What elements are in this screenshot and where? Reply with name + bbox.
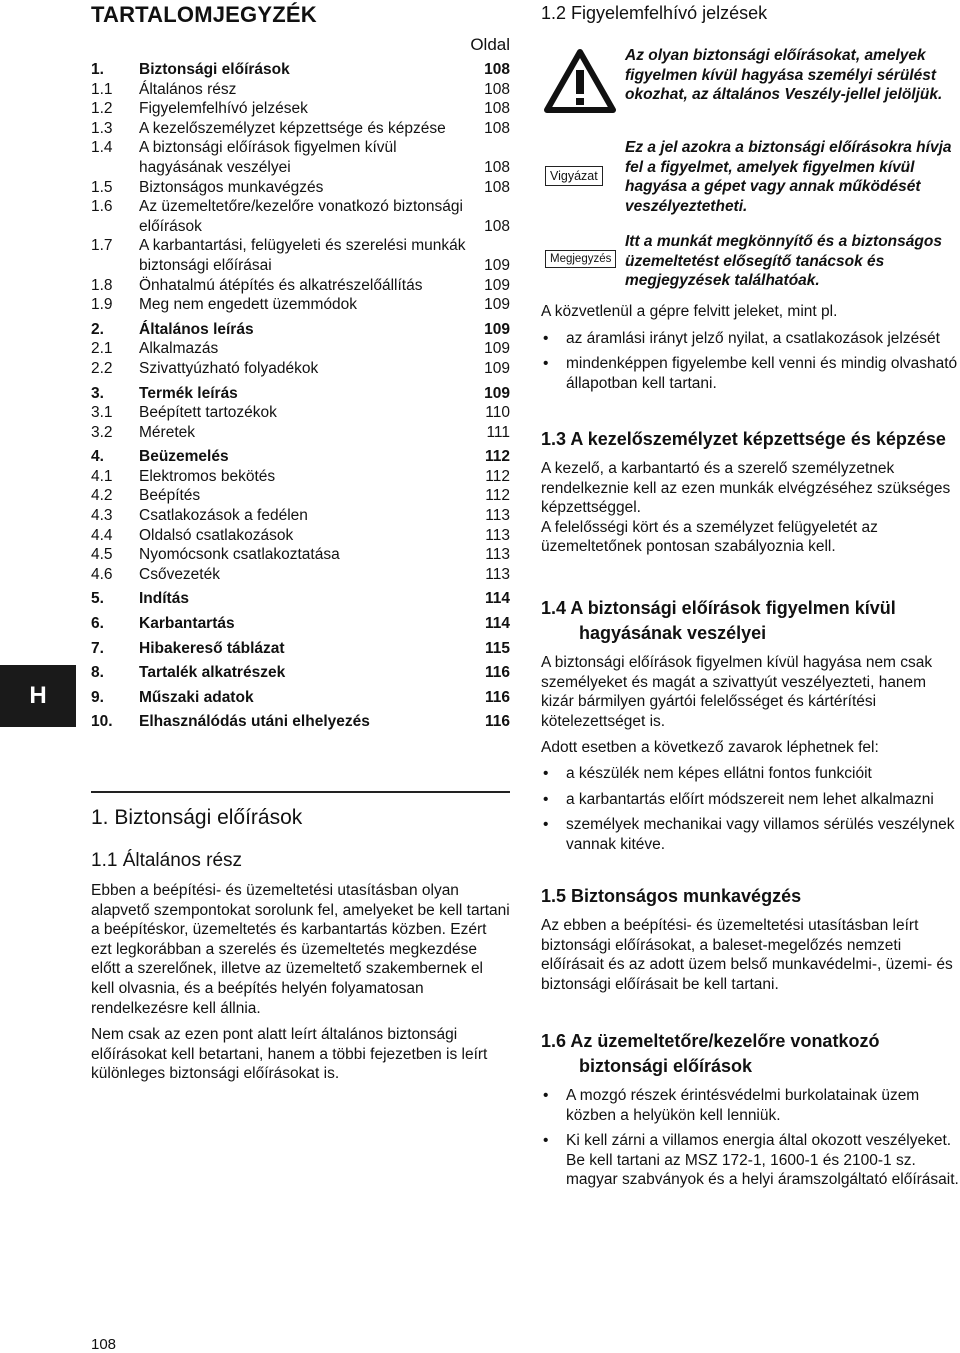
toc-entry-title: Beépített tartozékok bbox=[139, 404, 277, 422]
toc-entry-page: 108 bbox=[484, 119, 510, 137]
toc-entry bbox=[91, 712, 510, 732]
toc-entry-title: Meg nem engedett üzemmódok bbox=[139, 296, 357, 314]
toc-entry bbox=[91, 423, 510, 443]
toc-entry-title: Alkalmazás bbox=[139, 340, 219, 358]
paragraph: Adott esetben a következő zavarok léphetnek fel: bbox=[541, 739, 879, 757]
toc-entry-title: Méretek bbox=[139, 423, 195, 441]
toc-entry-number: 1. bbox=[91, 61, 104, 78]
section-1-4 bbox=[541, 596, 959, 860]
toc-entry bbox=[91, 138, 510, 177]
toc-entry-page: 109 bbox=[484, 320, 510, 338]
toc-entry-title: Oldalsó csatlakozások bbox=[139, 526, 294, 544]
toc-entry-number: 4.5 bbox=[91, 546, 113, 564]
toc-entry-title: Beépítés bbox=[139, 487, 201, 505]
toc-entry bbox=[91, 320, 510, 340]
list-item: • a karbantartás előírt módszereit nem lehet alkalmazni bbox=[541, 790, 959, 810]
page-number: 108 bbox=[91, 1336, 117, 1353]
toc-entry-page: 115 bbox=[484, 639, 510, 657]
caution-notice bbox=[541, 138, 959, 218]
toc-entry-number: 7. bbox=[91, 639, 104, 657]
toc-entry-number: 4.2 bbox=[91, 487, 113, 505]
toc-entry-number: 1.5 bbox=[91, 178, 113, 196]
toc-entry-page: 113 bbox=[485, 507, 510, 525]
toc-entry-number: 3.2 bbox=[91, 423, 113, 441]
toc-entry-page: 114 bbox=[484, 590, 510, 608]
paragraph: A közvetlenül a gépre felvitt jeleket, mint pl. bbox=[541, 303, 838, 320]
warning-triangle-icon bbox=[544, 48, 616, 114]
list-item: • mindenképpen figyelembe kell venni és mindig olvasható állapotban kell tartani. bbox=[541, 354, 959, 393]
section-1-2-body bbox=[541, 302, 959, 399]
toc-entry-number: 3. bbox=[91, 384, 104, 402]
toc-entry bbox=[91, 276, 510, 296]
section-1-6 bbox=[541, 1029, 959, 1196]
toc-entry bbox=[91, 295, 510, 315]
toc-entry-title: Önhatalmú átépítés és alkatrészelőállítás bbox=[139, 276, 423, 294]
toc-entry bbox=[91, 178, 510, 198]
toc-entry bbox=[91, 589, 510, 609]
paragraph: A kezelő, a karbantartó és a szerelő személyzetnek rendelkeznie kell az ezen munkák elvégzéséhez szükséges képzettséggel. bbox=[541, 460, 951, 517]
toc-entry bbox=[91, 526, 510, 546]
caution-label: Vigyázat bbox=[545, 166, 603, 186]
toc-entry bbox=[91, 384, 510, 404]
section-heading-1-6: 1.6 Az üzemeltetőre/kezelőre vonatkozó biztonsági előírások bbox=[541, 1031, 880, 1076]
toc-entry-page: 116 bbox=[484, 664, 510, 682]
toc-entry-number: 8. bbox=[91, 664, 104, 682]
toc-entry bbox=[91, 403, 510, 423]
toc-entry bbox=[91, 467, 510, 487]
toc-entry bbox=[91, 60, 510, 80]
note-label: Megjegyzés bbox=[545, 250, 616, 268]
toc-entry-page: 108 bbox=[484, 80, 510, 98]
toc-entry-page: 108 bbox=[484, 178, 510, 196]
toc-entry-title: Biztonságos munkavégzés bbox=[139, 178, 324, 196]
toc-entry-number: 4.3 bbox=[91, 507, 113, 525]
section-heading-1-4: 1.4 A biztonsági előírások figyelmen kívül hagyásának veszélyei bbox=[541, 598, 896, 643]
toc-entry-title: Figyelemfelhívó jelzések bbox=[139, 100, 308, 118]
toc-entry-number: 2.2 bbox=[91, 359, 113, 377]
toc-entry-number: 5. bbox=[91, 590, 104, 608]
toc-entry-page: 112 bbox=[485, 467, 510, 485]
section-heading-1-2: 1.2 Figyelemfelhívó jelzések bbox=[541, 3, 768, 23]
toc-entry-number: 9. bbox=[91, 688, 104, 706]
paragraph: Ebben a beépítési- és üzemeltetési utasításban olyan alapvető szempontokat sorolunk fel, amelyeket be kell tartani a beépítéskor, üzemeltetés és karbantartás közben. Ezért ezt legkorábban a szerelés és üzemeltetés megkezdése előtt a szerelőnek, illetve az üzemeltető szakembernek el kell olvasnia, és a beépítés helyén folyamatosan rendelkezésre kell állnia. bbox=[91, 882, 510, 1017]
toc-entry-number: 1.4 bbox=[91, 139, 113, 157]
toc-entry bbox=[91, 486, 510, 506]
bullet-list bbox=[541, 329, 959, 394]
toc-entry-title: A biztonsági előírások figyelmen kívül hagyásának veszélyei bbox=[139, 139, 397, 176]
toc-entry-page: 114 bbox=[484, 615, 510, 633]
toc-entry-number: 2. bbox=[91, 320, 104, 338]
toc-entry-title: Elhasználódás utáni elhelyezés bbox=[139, 713, 370, 731]
toc-entry-title: Tartalék alkatrészek bbox=[139, 664, 286, 682]
list-item: • az áramlási irányt jelző nyilat, a csatlakozások jelzését bbox=[541, 329, 959, 349]
toc-entry-title: A kezelőszemélyzet képzettsége és képzése bbox=[139, 119, 446, 137]
toc-entry-page: 113 bbox=[485, 546, 510, 564]
toc-entry bbox=[91, 663, 510, 683]
toc-entry-title: Az üzemeltetőre/kezelőre vonatkozó biztonsági előírások bbox=[139, 198, 463, 235]
section-heading-1: 1. Biztonsági előírások bbox=[91, 806, 303, 829]
toc-entry-number: 4.4 bbox=[91, 526, 113, 544]
toc-entry bbox=[91, 99, 510, 119]
list-item: • a készülék nem képes ellátni fontos funkcióit bbox=[541, 764, 959, 784]
section-heading-1-1: 1.1 Általános rész bbox=[91, 850, 243, 871]
toc-entry-title: Nyomócsonk csatlakoztatása bbox=[139, 546, 340, 564]
toc-entry-page: 109 bbox=[484, 276, 510, 294]
toc-entry-page: 113 bbox=[485, 565, 510, 583]
paragraph: A felelősségi kört és a személyzet felügyeletét az üzemeltetőnek pontosan szabályoznia kell. bbox=[541, 518, 878, 556]
toc-entry bbox=[91, 545, 510, 565]
toc-entry-page: 112 bbox=[484, 448, 510, 466]
list-item: • Ki kell zárni a villamos energia által okozott veszélyeket. Be kell tartani az MSZ 172-1, 1600-1 és 2100-1 sz. magyar szabványok és a helyi áramszolgáltató előírásait. bbox=[541, 1131, 959, 1190]
toc-entry-page: 111 bbox=[486, 423, 510, 441]
bullet-list bbox=[541, 764, 959, 854]
toc-entry-page: 108 bbox=[484, 217, 510, 235]
toc-entry-title: Csővezeték bbox=[139, 565, 220, 583]
toc-entry-title: Indítás bbox=[139, 590, 189, 608]
toc-entry-page: 116 bbox=[484, 688, 510, 706]
paragraph: A biztonsági előírások figyelmen kívül hagyása nem csak személyeket és magát a szivattyút veszélyezteti, hanem kizár bármilyen gyártói felelősséget és kártérítési kötelezettséget is. bbox=[541, 654, 933, 730]
toc-entry-page: 116 bbox=[484, 713, 510, 731]
paragraph: Az ebben a beépítési- és üzemeltetési utasításban leírt biztonsági előírásokat, a baleset-megelőzés nemzeti előírásait és az adott üzem belső munkavédelmi-, üzemi- és biztonsági előírásait be kell tartani. bbox=[541, 917, 953, 993]
toc-entry-number: 4. bbox=[91, 448, 104, 466]
toc-entry-number: 1.7 bbox=[91, 237, 113, 255]
section-1-3 bbox=[541, 427, 959, 564]
toc-entry bbox=[91, 359, 510, 379]
toc-entry-page: 108 bbox=[484, 61, 510, 78]
danger-notice bbox=[541, 46, 959, 126]
toc-entry-number: 4.1 bbox=[91, 467, 113, 485]
toc-entry bbox=[91, 639, 510, 659]
toc-entry-title: Szivattyúzható folyadékok bbox=[139, 359, 319, 377]
toc-entry-title: Beüzemelés bbox=[139, 448, 229, 466]
toc-entry-title: Termék leírás bbox=[139, 384, 238, 402]
toc-entry-page: 108 bbox=[484, 100, 510, 118]
list-item: • személyek mechanikai vagy villamos sérülés veszélynek vannak kitéve. bbox=[541, 815, 959, 854]
paragraph: Nem csak az ezen pont alatt leírt általános biztonsági előírásokat kell betartani, hanem a többi fejezetben is leírt különleges biztonsági előírásokat is. bbox=[91, 1026, 488, 1083]
toc-entry-page: 109 bbox=[484, 296, 510, 314]
section-1-1-body bbox=[91, 881, 510, 1091]
toc-entry bbox=[91, 80, 510, 100]
toc-entry-number: 10. bbox=[91, 713, 113, 731]
toc-entry bbox=[91, 447, 510, 467]
toc-entry bbox=[91, 688, 510, 708]
toc-entry-page: 109 bbox=[484, 256, 510, 274]
toc-entry bbox=[91, 339, 510, 359]
toc-entry-title: A karbantartási, felügyeleti és szerelési munkák biztonsági előírásai bbox=[139, 237, 466, 274]
toc-entry-number: 1.1 bbox=[91, 80, 113, 98]
toc-entry-number: 4.6 bbox=[91, 565, 113, 583]
toc-entry-title: Elektromos bekötés bbox=[139, 467, 276, 485]
caution-text: Ez a jel azokra a biztonsági előírásokra hívja fel a figyelmet, amelyek figyelmen kívül hagyása a gépet vagy annak működését veszélyeztetheti. bbox=[625, 139, 952, 215]
section-1-5 bbox=[541, 884, 959, 1001]
toc-entry-title: Műszaki adatok bbox=[139, 688, 254, 706]
toc-entry bbox=[91, 119, 510, 139]
danger-text: Az olyan biztonsági előírásokat, amelyek figyelmen kívül hagyása személyi sérülést okozhat, az általános Veszély-jellel jelöljük. bbox=[625, 47, 943, 104]
toc-entry-title: Csatlakozások a fedélen bbox=[139, 507, 308, 525]
toc-entry-title: Karbantartás bbox=[139, 615, 235, 633]
toc-entry-number: 1.3 bbox=[91, 119, 113, 137]
toc-entry-page: 110 bbox=[485, 404, 510, 422]
toc-list bbox=[91, 60, 510, 732]
toc-entry bbox=[91, 614, 510, 634]
toc-entry-page: 108 bbox=[484, 158, 510, 176]
toc-page-header: Oldal bbox=[470, 35, 510, 54]
toc-title: TARTALOMJEGYZÉK bbox=[91, 2, 317, 27]
toc-entry-number: 1.9 bbox=[91, 296, 113, 314]
toc-divider bbox=[91, 791, 510, 793]
toc-entry-page: 112 bbox=[485, 487, 510, 505]
list-item: • A mozgó részek érintésvédelmi burkolatainak üzem közben a helyükön kell lenniük. bbox=[541, 1086, 959, 1125]
toc-entry-number: 1.2 bbox=[91, 100, 113, 118]
toc-entry bbox=[91, 506, 510, 526]
section-tab: H bbox=[0, 665, 76, 727]
toc-entry-page: 109 bbox=[484, 359, 510, 377]
toc-entry-number: 1.6 bbox=[91, 198, 113, 216]
toc-entry-title: Hibakereső táblázat bbox=[139, 639, 285, 657]
toc-entry-number: 1.8 bbox=[91, 276, 113, 294]
toc-entry bbox=[91, 197, 510, 236]
toc-entry-page: 113 bbox=[485, 526, 510, 544]
note-notice bbox=[541, 232, 959, 292]
bullet-list bbox=[541, 1086, 959, 1190]
toc-entry-page: 109 bbox=[484, 340, 510, 358]
toc-entry-title: Általános leírás bbox=[139, 320, 254, 338]
section-heading-1-3: 1.3 A kezelőszemélyzet képzettsége és képzése bbox=[541, 429, 946, 449]
toc-entry-number: 3.1 bbox=[91, 404, 113, 422]
toc-entry bbox=[91, 565, 510, 585]
note-text: Itt a munkát megkönnyítő és a biztonságos üzemeltetést elősegítő tanácsok és megjegyzések találhatóak. bbox=[625, 233, 942, 290]
toc-entry-page: 109 bbox=[484, 384, 510, 402]
toc-entry-title: Általános rész bbox=[139, 80, 237, 98]
toc-entry-number: 6. bbox=[91, 615, 104, 633]
section-heading-1-5: 1.5 Biztonságos munkavégzés bbox=[541, 886, 802, 906]
toc-entry bbox=[91, 236, 510, 275]
toc-entry-number: 2.1 bbox=[91, 340, 113, 358]
toc-entry-title: Biztonsági előírások bbox=[139, 61, 290, 78]
